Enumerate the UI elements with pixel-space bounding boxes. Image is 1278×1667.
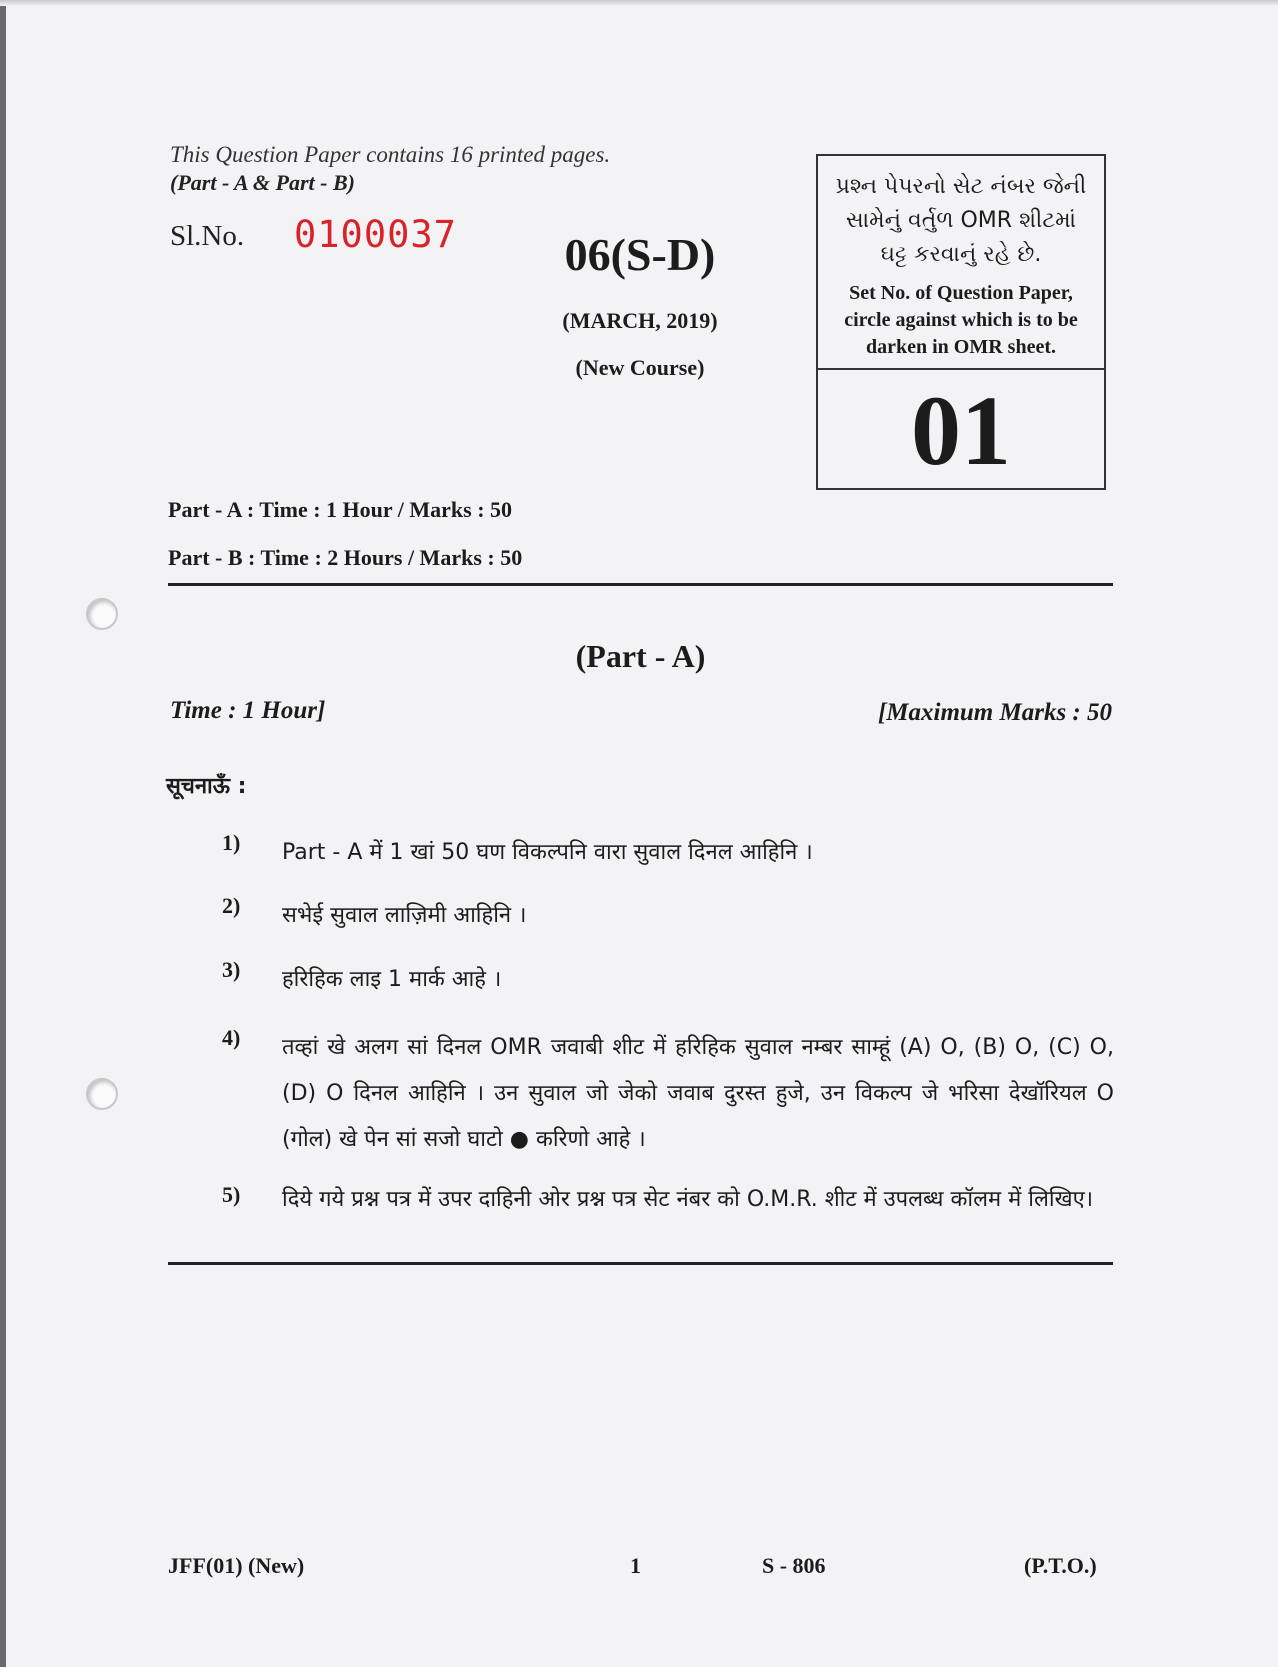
page-count-note: This Question Paper contains 16 printed pages. (170, 142, 611, 167)
instructions-divider (168, 1262, 1113, 1265)
instruction-text: तव्हां खे अलग सां दिनल OMR जवाबी शीट में हरिहिक सुवाल नम्बर साम्हूं (A) O, (B) O, (C) O, (D) O दिनल आहिनि । उन सुवाल जो जेको जवाब दुरस्त हुजे, उन विकल्प जे भरिसा देखॉरियल O (गोल) खे पेन सां सजो घाटो ● करिणो आहे । (282, 1035, 1114, 1152)
exam-session: (MARCH, 2019) (562, 308, 718, 333)
set-number-box (816, 154, 1106, 490)
instructions-label: सूचनाऊँ : (166, 774, 247, 799)
set-box-english-note: Set No. of Question Paper, circle against which is to be darken in OMR sheet. (844, 282, 1078, 358)
part-a-max-marks: [Maximum Marks : 50 (877, 699, 1112, 726)
part-a-timing: Part - A : Time : 1 Hour / Marks : 50 (168, 497, 513, 522)
course-type: (New Course) (575, 355, 705, 380)
series-code: S - 806 (762, 1553, 826, 1578)
set-number: 01 (911, 375, 1011, 486)
instruction-number: 2) (222, 893, 241, 918)
punch-hole-icon (86, 1078, 118, 1110)
instruction-text: दिये गये प्रश्न पत्र में उपर दाहिनी ओर प्रश्न पत्र सेट नंबर को O.M.R. शीट में उपलब्ध कॉलम में लिखिए। (282, 1187, 1094, 1212)
parts-note: (Part - A & Part - B) (170, 170, 355, 195)
part-a-time: Time : 1 Hour] (170, 697, 326, 724)
footer-code: JFF(01) (New) (168, 1553, 305, 1578)
page-number: 1 (630, 1553, 641, 1578)
instruction-number: 3) (222, 957, 241, 982)
serial-label: Sl.No. (170, 220, 245, 252)
paper-code: 06(S-D) (564, 229, 716, 280)
punch-hole-icon (86, 598, 118, 630)
set-box-divider (818, 368, 1104, 370)
instruction-number: 5) (222, 1182, 241, 1207)
scan-top-shadow (0, 0, 1278, 6)
part-a-heading: (Part - A) (575, 638, 706, 674)
pto-note: (P.T.O.) (1024, 1553, 1097, 1578)
instruction-number: 4) (222, 1025, 241, 1050)
set-box-gujarati-note: પ્રશ્ન પેપરનો સેટ નંબર જેની સામેનું વર્તુળ OMR શીટમાં ઘટ્ટ કરવાનું રહે છે. (835, 174, 1087, 267)
part-b-timing: Part - B : Time : 2 Hours / Marks : 50 (168, 545, 523, 570)
scan-edge-shadow (0, 0, 6, 1667)
header-divider (168, 583, 1113, 586)
instruction-text: सभेई सुवाल लाज़िमी आहिनि । (282, 903, 527, 928)
instruction-number: 1) (222, 830, 241, 855)
serial-number: 0100037 (294, 213, 457, 256)
instruction-text: Part - A में 1 खां 50 घण विकल्पनि वारा सुवाल दिनल आहिनि । (282, 840, 813, 865)
instruction-text: हरिहिक लाइ 1 मार्क आहे । (282, 967, 502, 992)
